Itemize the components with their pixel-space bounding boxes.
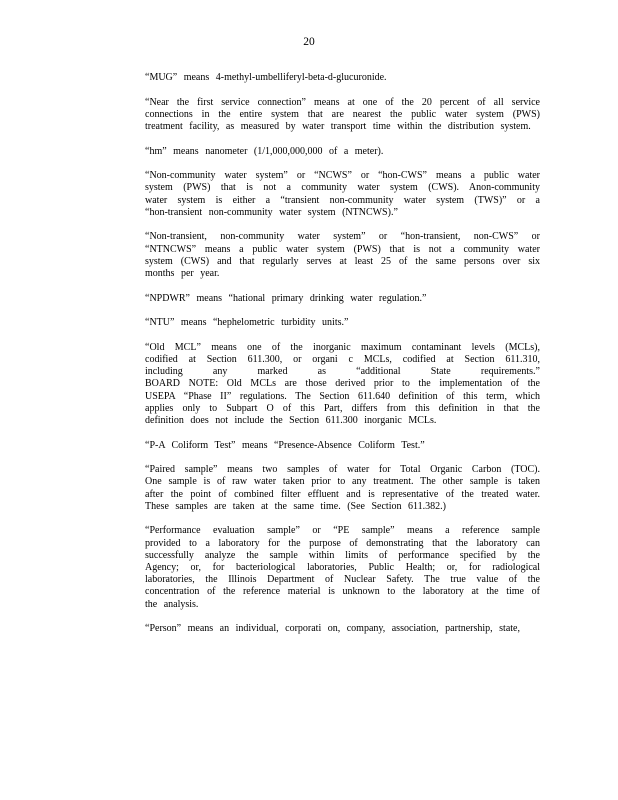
text-line: Agency; or, for bacteriological laboratories, Public Health; or, for radiological xyxy=(145,562,540,573)
text-line: “Paired sample” means two samples of water for Total Organic Carbon (TOC). xyxy=(145,464,540,476)
definition-paragraph xyxy=(145,72,540,84)
text-line: water system is either a “transient non-community water system (TWS)” or a xyxy=(145,194,540,206)
text-line: “Person” means an individual, corporati on, company, association, partnership, state, xyxy=(145,623,520,635)
definition-paragraph xyxy=(145,317,540,329)
definition-paragraph xyxy=(145,146,540,158)
text-line: “Non-community water system” or “NCWS” or “hon-CWS” means a public water xyxy=(145,170,540,182)
text-line: “P-A Coliform Test” means “Presence-Absence Coliform Test.” xyxy=(145,439,425,451)
text-line: definition does not include the Section 611.300 inorganic MCLs. xyxy=(145,415,437,426)
text-line: the analysis. xyxy=(145,598,199,610)
text-line: after the point of combined filter effluent and is representative of the treated water. xyxy=(145,488,540,500)
text-line: “NPDWR” means “hational primary drinking water regulation.” xyxy=(145,292,427,304)
text-line: “MUG” means 4-methyl-umbelliferyl-beta-d-glucuronide. xyxy=(145,72,387,83)
page-number: 20 xyxy=(303,36,315,48)
definition-paragraph xyxy=(145,231,540,280)
text-line: treatment facility, as measured by water transport time within the distribution system. xyxy=(145,121,531,132)
text-line: months per year. xyxy=(145,268,220,279)
text-line: system (CWS) and that regularly serves at least 25 of the same persons over six xyxy=(145,255,540,267)
text-line: including any marked as “additional State requirements.” xyxy=(145,366,540,378)
text-line: “Old MCL” means one of the inorganic maximum contaminant levels (MCLs), xyxy=(145,341,540,353)
text-line: USEPA “Phase II” regulations. The Section 611.640 definition of this term, which xyxy=(145,390,540,402)
text-line: “hm” means nanometer (1/1,000,000,000 of a meter). xyxy=(145,145,384,157)
definition-paragraph xyxy=(145,293,540,305)
definition-paragraph xyxy=(145,97,540,134)
text-line: successfully analyze the sample within limits of performance specified by the xyxy=(145,549,540,561)
definition-paragraph xyxy=(145,525,540,610)
definition-paragraph xyxy=(145,342,540,427)
text-line: “hon-transient non-community water system (NTNCWS).” xyxy=(145,206,398,218)
text-line: provided to a laboratory for the purpose of demonstrating that the laboratory can xyxy=(145,537,540,549)
text-line: “Near the first service connection” means at one of the 20 percent of all service xyxy=(145,96,540,108)
text-line: system (PWS) that is not a community water system (CWS). Anon-community xyxy=(145,182,540,194)
text-line: applies only to Subpart O of this Part, differs from this definition in that the xyxy=(145,402,540,414)
text-line: “NTNCWS” means a public water system (PWS) that is not a community water xyxy=(145,243,540,255)
text-line: These samples are taken at the same time. (See Section 611.382.) xyxy=(145,500,446,512)
definition-paragraph xyxy=(145,623,540,635)
text-line: “Non-transient, non-community water system” or “hon-transient, non-CWS” or xyxy=(145,231,540,243)
text-line: One sample is of raw water taken prior to any treatment. The other sample is taken xyxy=(145,476,540,488)
document-body xyxy=(145,72,540,648)
text-line: “Performance evaluation sample” or “PE sample” means a reference sample xyxy=(145,525,540,537)
text-line: codified at Section 611.300, or organi c MCLs, codified at Section 611.310, xyxy=(145,353,540,365)
text-line: “NTU” means “hephelometric turbidity units.” xyxy=(145,317,349,329)
text-line: laboratories, the Illinois Department of Nuclear Safety. The true value of the xyxy=(145,574,540,586)
text-line: BOARD NOTE: Old MCLs are those derived prior to the implementation of the xyxy=(145,378,540,390)
text-line: concentration of the reference material is unknown to the laboratory at the time of xyxy=(145,586,540,598)
definition-paragraph xyxy=(145,464,540,513)
text-line: connections in the entire system that are nearest the public water system (PWS) xyxy=(145,108,540,120)
definition-paragraph xyxy=(145,440,540,452)
definition-paragraph xyxy=(145,170,540,219)
